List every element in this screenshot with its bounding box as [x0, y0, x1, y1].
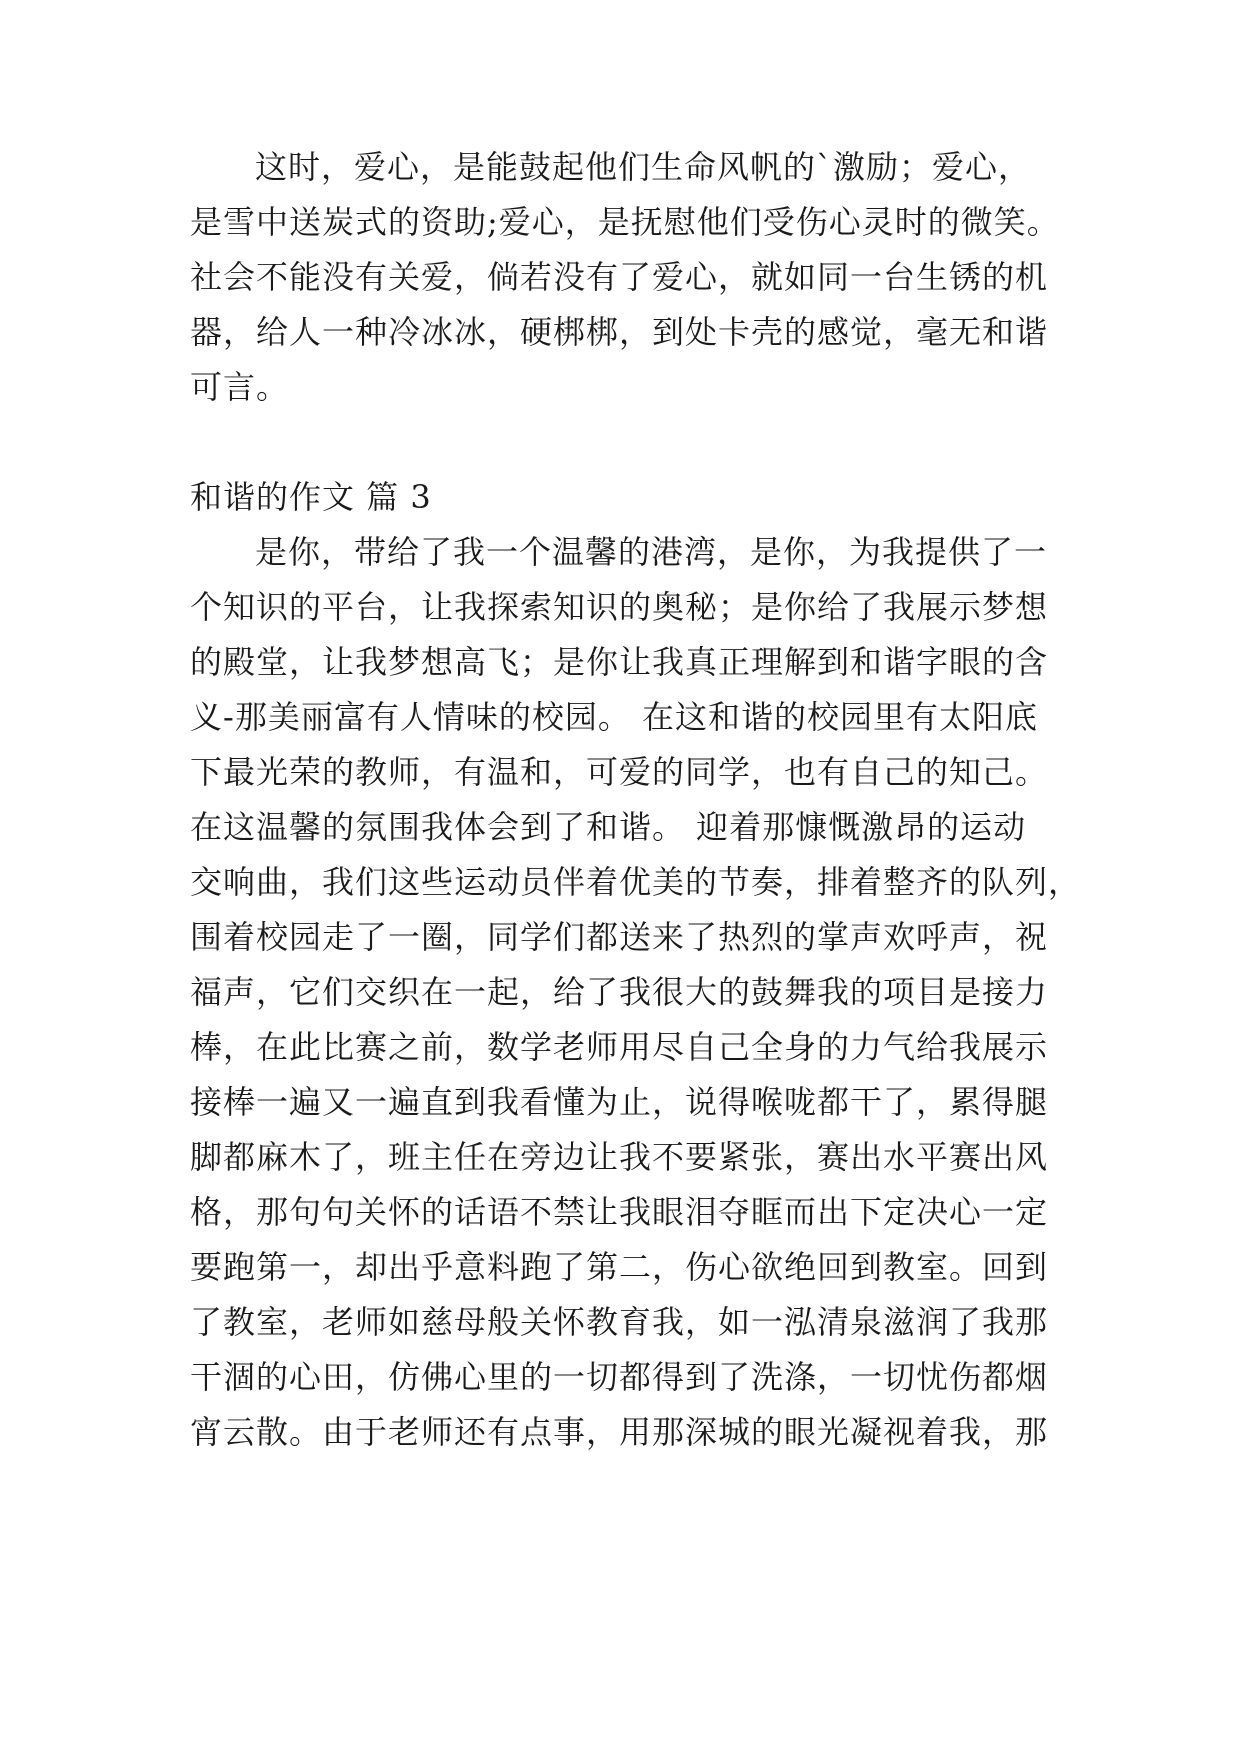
paragraph-2-line-2: 个知识的平台，让我探索知识的奥秘；是你给了我展示梦想 [190, 588, 1049, 626]
paragraph-2-line-15: 了教室，老师如慈母般关怀教育我，如一泓清泉滋润了我那 [190, 1303, 1049, 1341]
paragraph-2-line-13: 格，那句句关怀的话语不禁让我眼泪夺眶而出下定决心一定 [190, 1193, 1049, 1231]
paragraph-1-line-4: 器，给人一种冷冰冰，硬梆梆，到处卡壳的感觉，毫无和谐 [190, 313, 1049, 351]
paragraph-2-line-16: 干涸的心田，仿佛心里的一切都得到了洗涤，一切忧伤都烟 [190, 1358, 1049, 1396]
paragraph-2-line-17: 宵云散。由于老师还有点事，用那深城的眼光凝视着我，那 [190, 1413, 1049, 1451]
paragraph-2-line-5: 下最光荣的教师，有温和，可爱的同学，也有自己的知己。 [190, 753, 1049, 791]
section-heading: 和谐的作文 篇 3 [190, 478, 432, 516]
paragraph-1-line-1: 这时，爱心，是能鼓起他们生命风帆的`激励；爱心， [255, 148, 1032, 186]
paragraph-2-line-7: 交响曲，我们这些运动员伴着优美的节奏，排着整齐的队列， [190, 863, 1082, 901]
paragraph-2-line-4: 义-那美丽富有人情味的校园。 在这和谐的校园里有太阳底 [190, 698, 1038, 736]
paragraph-2-line-8: 围着校园走了一圈，同学们都送来了热烈的掌声欢呼声，祝 [190, 918, 1049, 956]
paragraph-2-line-11: 接棒一遍又一遍直到我看懂为止，说得喉咙都干了，累得腿 [190, 1083, 1049, 1121]
paragraph-1-line-2: 是雪中送炭式的资助;爱心，是抚慰他们受伤心灵时的微笑。 [190, 203, 1060, 241]
paragraph-2-line-10: 棒，在此比赛之前，数学老师用尽自己全身的力气给我展示 [190, 1028, 1049, 1066]
paragraph-2-line-14: 要跑第一，却出乎意料跑了第二，伤心欲绝回到教室。回到 [190, 1248, 1049, 1286]
paragraph-2-line-9: 福声，它们交织在一起，给了我很大的鼓舞我的项目是接力 [190, 973, 1049, 1011]
paragraph-2-line-1: 是你，带给了我一个温馨的港湾，是你，为我提供了一 [255, 533, 1048, 571]
paragraph-1-line-5: 可言。 [190, 368, 290, 406]
paragraph-1-line-3: 社会不能没有关爱，倘若没有了爱心，就如同一台生锈的机 [190, 258, 1049, 296]
paragraph-2-line-3: 的殿堂，让我梦想高飞；是你让我真正理解到和谐字眼的含 [190, 643, 1049, 681]
paragraph-2-line-12: 脚都麻木了，班主任在旁边让我不要紧张，赛出水平赛出风 [190, 1138, 1049, 1176]
paragraph-2-line-6: 在这温馨的氛围我体会到了和谐。 迎着那慷慨激昂的运动 [190, 808, 1027, 846]
